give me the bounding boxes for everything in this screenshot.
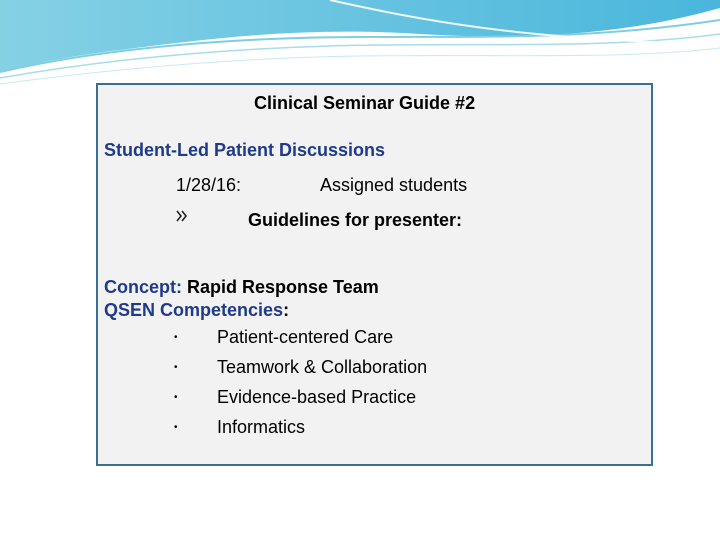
concept-value: Rapid Response Team bbox=[187, 277, 379, 297]
assigned-students: Assigned students bbox=[320, 175, 468, 195]
decorative-wave-header bbox=[0, 0, 720, 90]
session-date: 1/28/16: bbox=[176, 175, 242, 195]
section-heading: Student-Led Patient Discussions bbox=[104, 140, 386, 160]
concept-line bbox=[104, 277, 379, 298]
qsen-label: QSEN Competencies bbox=[104, 300, 284, 320]
competency-item: Teamwork & Collaboration bbox=[217, 357, 428, 377]
competency-item: Patient-centered Care bbox=[217, 327, 394, 347]
concept-label: Concept: bbox=[104, 277, 182, 297]
bullet-icon: • bbox=[174, 422, 178, 433]
arrow-bullet-icon bbox=[176, 209, 188, 225]
bullet-icon: • bbox=[174, 392, 178, 403]
competency-item: Informatics bbox=[217, 417, 306, 437]
slide-title: Clinical Seminar Guide #2 bbox=[254, 93, 476, 113]
bullet-icon: • bbox=[174, 332, 178, 343]
presenter-guidelines: Guidelines for presenter: bbox=[248, 210, 463, 230]
qsen-heading bbox=[104, 300, 289, 321]
qsen-colon: : bbox=[283, 300, 290, 320]
competency-item: Evidence-based Practice bbox=[217, 387, 417, 407]
bullet-icon: • bbox=[174, 362, 178, 373]
content-box bbox=[96, 83, 653, 466]
